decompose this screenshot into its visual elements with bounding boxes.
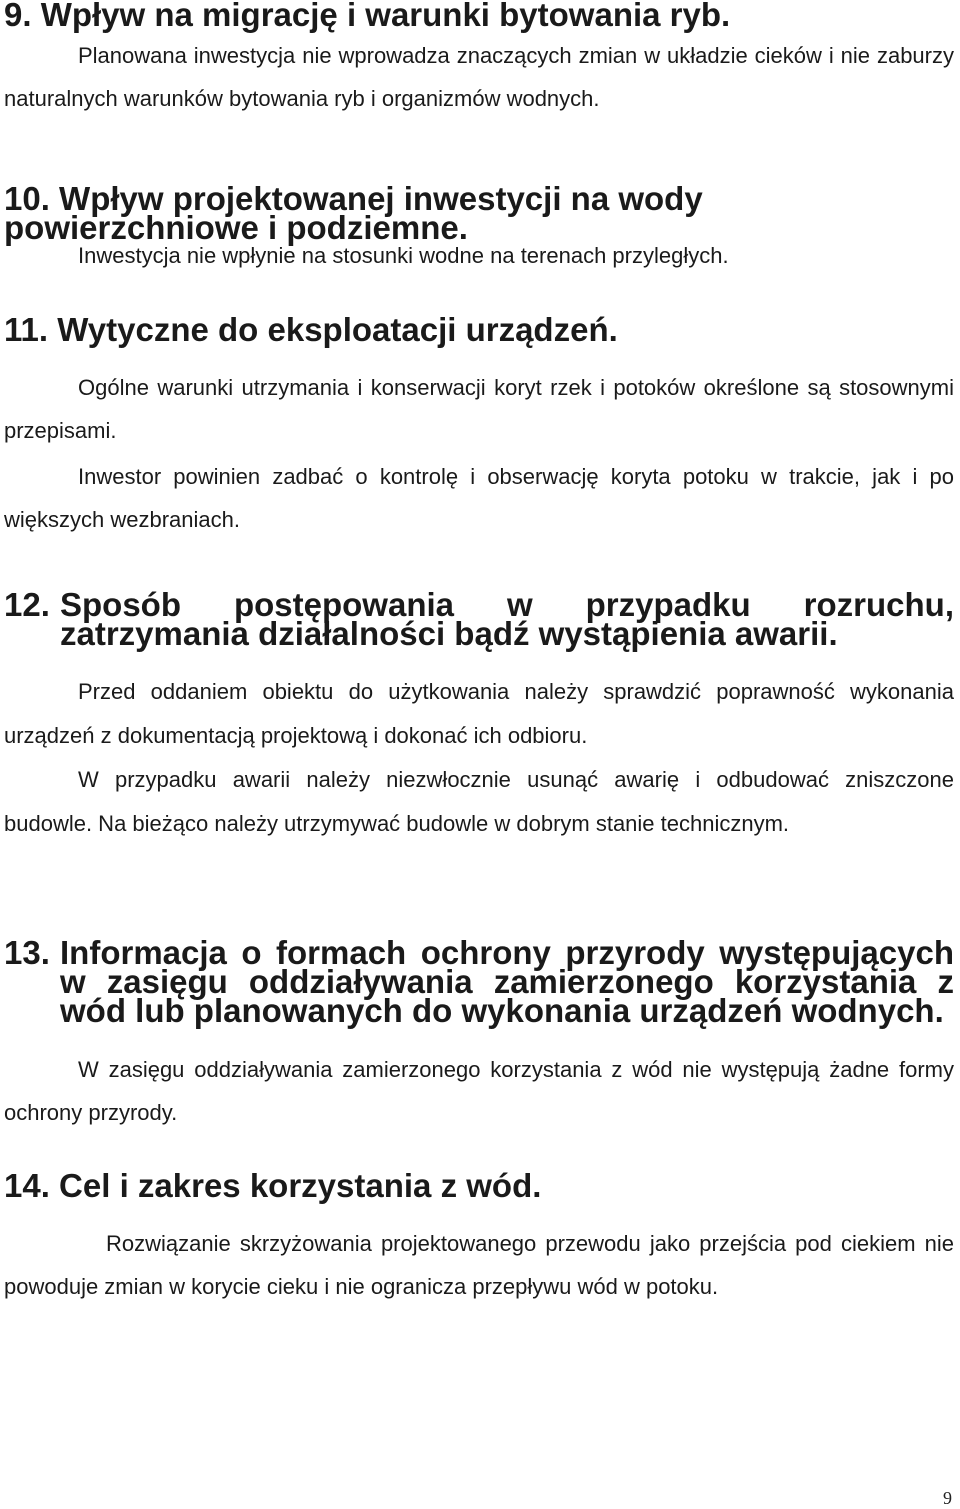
section-12-paragraph-2: W przypadku awarii należy niezwłocznie usunąć awarię i odbudować zniszczone budowle. Na bieżąco należy utrzymywać budowle w dobrym stanie technicznym. <box>4 767 954 836</box>
section-14-paragraph: Rozwiązanie skrzyżowania projektowanego przewodu jako przejścia pod ciekiem nie powoduje zmian w korycie cieku i nie ogranicza przepływu wód w potoku. <box>4 1231 954 1299</box>
section-11-heading: 11. Wytyczne do eksploatacji urządzeń. <box>4 311 618 348</box>
page-number: 9 <box>943 1488 952 1508</box>
section-11-paragraph-2: Inwestor powinien zadbać o kontrolę i obserwację koryta potoku w trakcie, jak i po większych wezbraniach. <box>4 464 954 532</box>
section-13-paragraph: W zasięgu oddziaływania zamierzonego korzystania z wód nie występują żadne formy ochrony przyrody. <box>4 1057 954 1125</box>
section-12-heading <box>4 586 954 652</box>
section-9-heading: 9. Wpływ na migrację i warunki bytowania ryb. <box>4 0 731 33</box>
section-11-paragraph-1: Ogólne warunki utrzymania i konserwacji koryt rzek i potoków określone są stosownymi przepisami. <box>4 375 954 443</box>
section-10-paragraph: Inwestycja nie wpłynie na stosunki wodne na terenach przyległych. <box>78 243 729 268</box>
section-13-title: Informacja o formach ochrony przyrody występujących w zasięgu oddziaływania zamierzonego korzystania z wód lub planowanych do wykonania urządzeń wodnych. <box>60 934 954 1029</box>
section-12-number: 12. <box>4 586 50 623</box>
section-13-number: 13. <box>4 934 50 971</box>
section-9-paragraph: Planowana inwestycja nie wprowadza znaczących zmian w układzie cieków i nie zaburzy naturalnych warunków bytowania ryb i organizmów wodnych. <box>4 43 954 111</box>
section-13-heading <box>4 934 954 1029</box>
section-14-heading: 14. Cel i zakres korzystania z wód. <box>4 1167 542 1204</box>
section-12-title: Sposób postępowania w przypadku rozruchu, zatrzymania działalności bądź wystąpienia awarii. <box>60 586 954 652</box>
section-12-paragraph-1: Przed oddaniem obiektu do użytkowania należy sprawdzić poprawność wykonania urządzeń z dokumentacją projektową i dokonać ich odbioru. <box>4 679 954 748</box>
section-10-heading: 10. Wpływ projektowanej inwestycji na wody powierzchniowe i podziemne. <box>4 180 703 246</box>
